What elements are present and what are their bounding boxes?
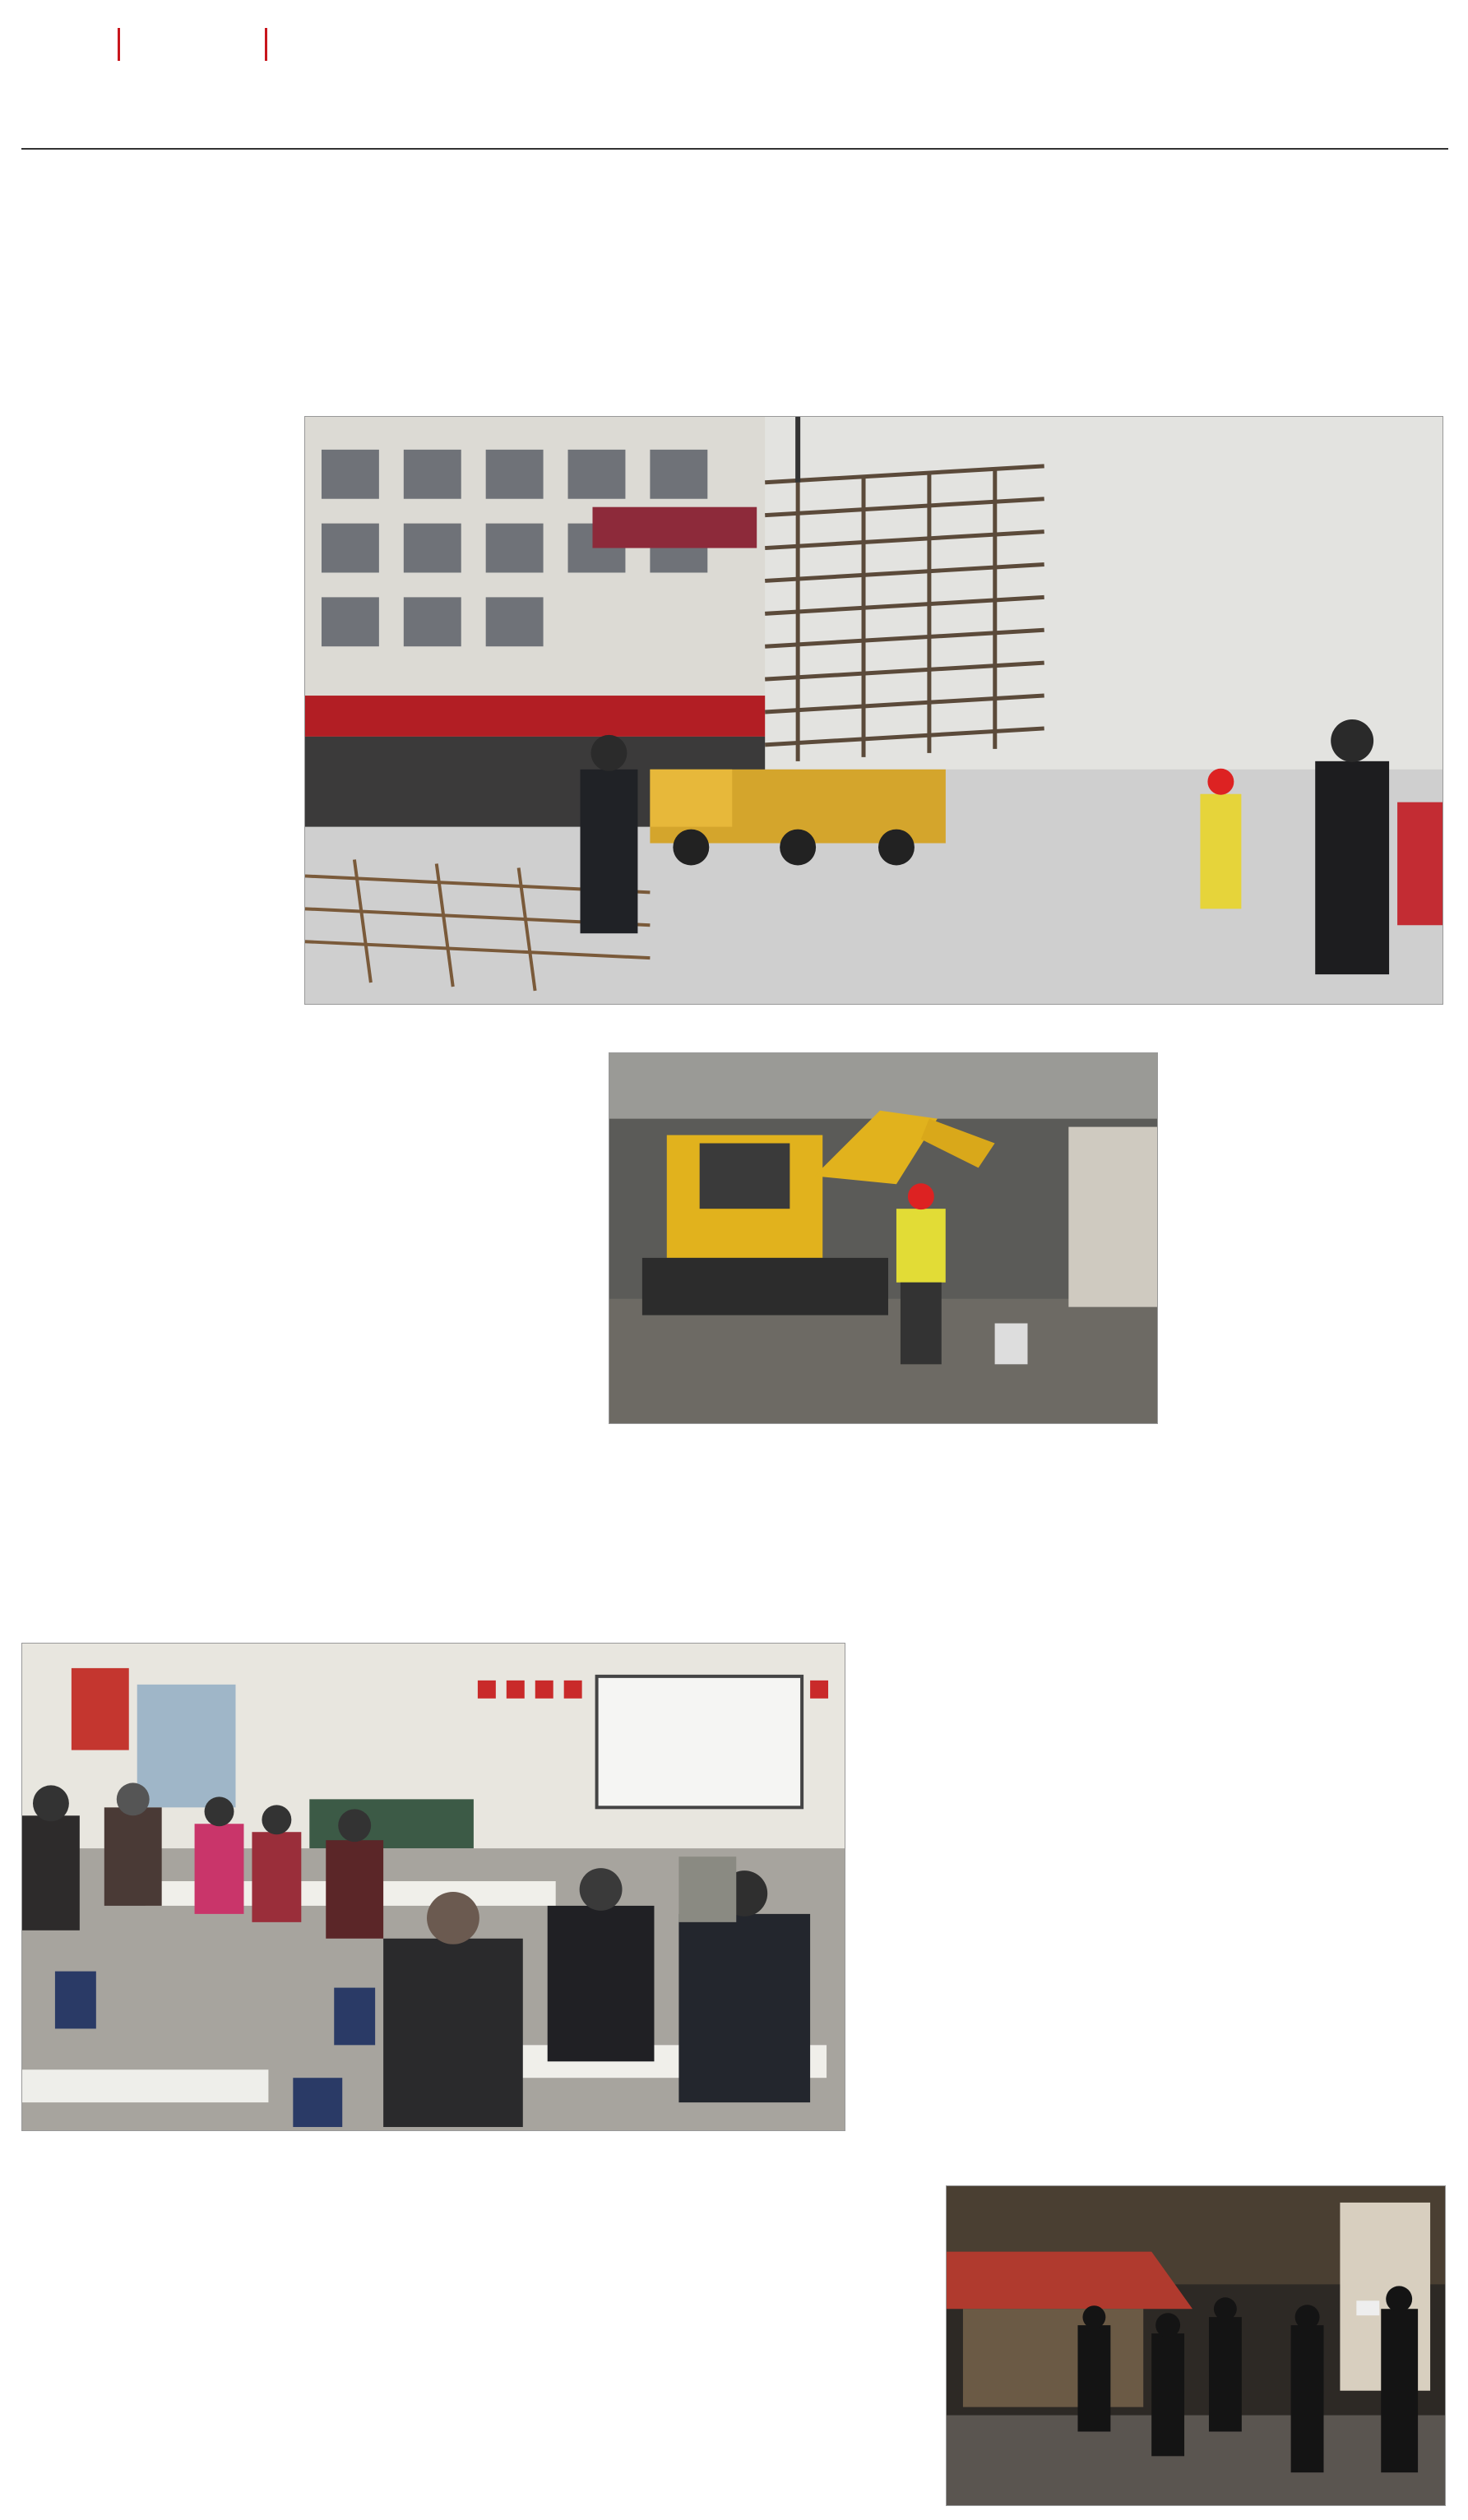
night-enforcement-photo — [946, 2185, 1446, 2506]
article1-col2 — [304, 1051, 576, 1062]
elderly-classroom-photo — [21, 1643, 845, 2131]
header-divider — [265, 28, 267, 61]
demolition-street-photo — [304, 416, 1443, 1005]
header-rule — [21, 148, 1448, 150]
header-meta — [421, 23, 464, 48]
article1-col1 — [21, 415, 281, 427]
excavator-photo — [609, 1052, 1158, 1424]
header-divider — [118, 28, 120, 61]
